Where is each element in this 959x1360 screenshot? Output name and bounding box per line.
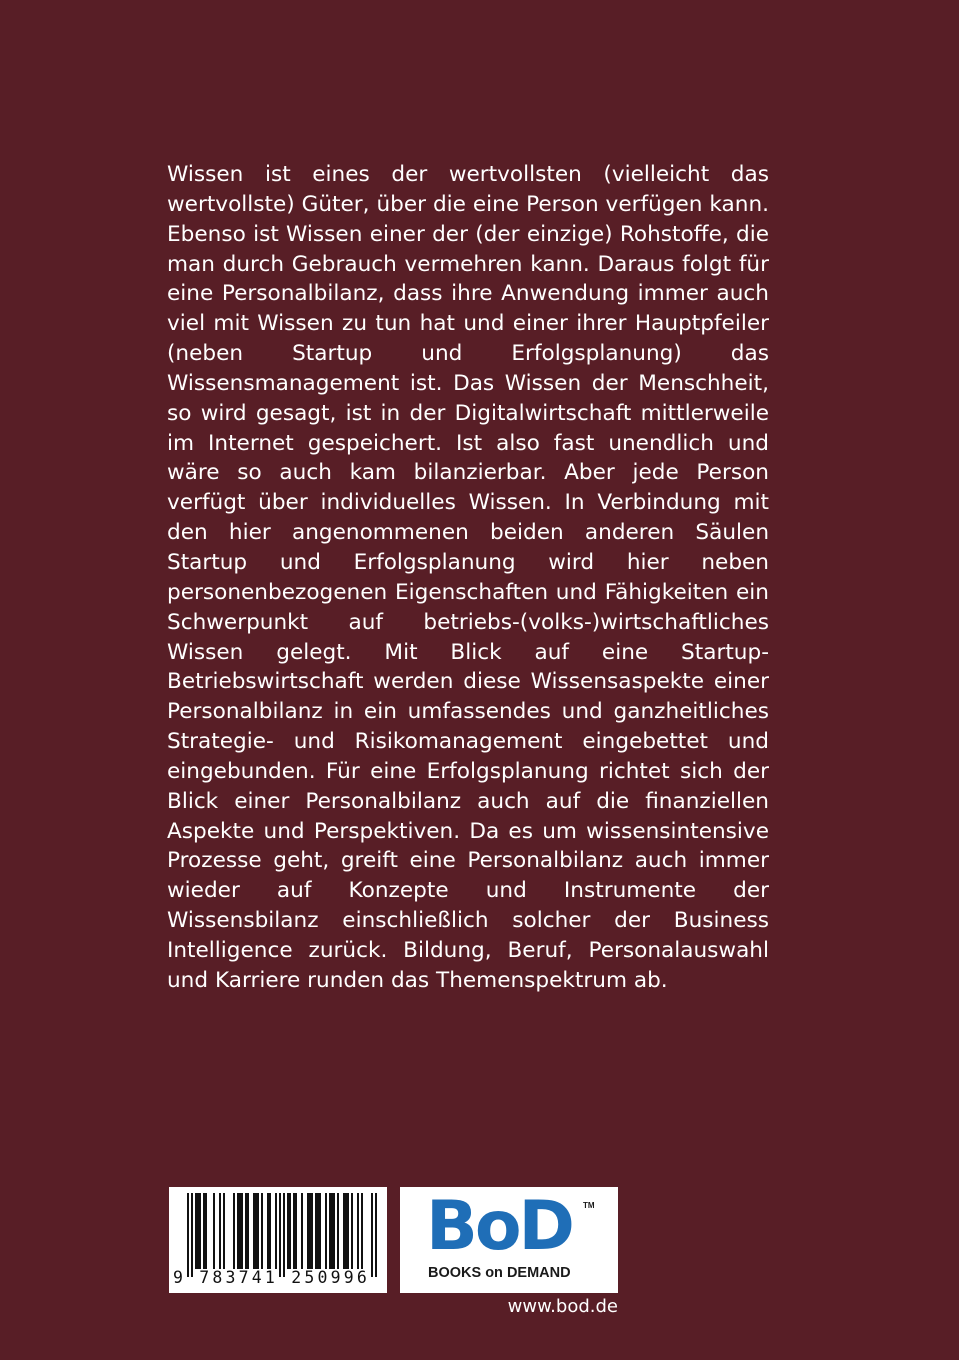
barcode-bar <box>255 1193 257 1269</box>
barcode-bar <box>333 1193 335 1269</box>
isbn-number: 9 783741 250996 <box>173 1268 371 1287</box>
barcode-bar <box>197 1193 199 1269</box>
barcode-bar <box>267 1193 269 1269</box>
barcode-bar <box>325 1193 327 1269</box>
barcode-bar <box>245 1193 247 1269</box>
barcode-bar <box>345 1193 347 1269</box>
barcode-bar <box>293 1193 295 1269</box>
barcode-bar <box>375 1193 377 1277</box>
barcode-bar <box>191 1193 193 1277</box>
barcode-bar <box>269 1193 271 1269</box>
barcode-bar <box>351 1193 353 1269</box>
barcode-bar <box>203 1193 205 1269</box>
barcode-bar <box>237 1193 239 1269</box>
barcode-bar <box>283 1193 285 1277</box>
bod-logo: BoD <box>426 1187 572 1266</box>
barcode-bar <box>295 1193 297 1269</box>
barcode-bar <box>275 1193 277 1269</box>
publisher-subtitle: BOOKS on DEMAND <box>428 1265 571 1281</box>
publisher-url: www.bod.de <box>507 1296 618 1317</box>
barcode-bar <box>253 1193 255 1269</box>
barcode-bar <box>199 1193 201 1269</box>
barcode-bar <box>361 1193 363 1269</box>
barcode-bar <box>213 1193 215 1269</box>
barcode-bar <box>241 1193 243 1269</box>
barcode-bar <box>261 1193 263 1269</box>
barcode-bar <box>233 1193 235 1269</box>
barcode-bar <box>223 1193 225 1269</box>
barcode-bar <box>337 1193 339 1269</box>
barcode-bar <box>311 1193 313 1269</box>
barcode-bar <box>301 1193 303 1269</box>
barcode-bar <box>315 1193 317 1269</box>
back-cover-blurb: Wissen ist eines der wertvollsten (vielleicht das wertvollste) Güter, über die eine Person verfügen kann. Ebenso ist Wissen einer der (der einzige) Rohstoffe, die man durch Gebrauch vermehren kann. Daraus folgt für eine Personalbilanz, dass ihre Anwendung immer auch viel mit Wissen zu tun hat und einer ihrer Hauptpfeiler (neben Startup und Erfolgsplanung) das Wissensmanagement ist. Das Wissen der Menschheit, so wird gesagt, ist in der Digitalwirtschaft mittlerweile im Internet gespeichert. Ist also fast unendlich und wäre so auch kam bilanzierbar. Aber jede Person verfügt über individuelles Wissen. In Verbindung mit den hier angenommenen beiden anderen Säulen Startup und Erfolgsplanung wird hier neben personenbezogenen Eigenschaften und Fähigkeiten ein Schwerpunkt auf betriebs-(volks-)wirtschaftliches Wissen gelegt. Mit Blick auf eine Startup-Betriebswirtschaft werden diese Wissensaspekte einer Personalbilanz in ein umfassendes und ganzheitliches Strategie- und Risikomanagement eingebettet und eingebunden. Für eine Erfolgsplanung richtet sich der Blick einer Personalbilanz auch auf die finanziellen Aspekte und Perspektiven. Da es um wissensintensive Prozesse geht, greift eine Personalbilanz auch immer wieder auf Konzepte und Instrumente der Wissensbilanz einschließlich solcher der Business Intelligence zurück. Bildung, Beruf, Personalauswahl und Karriere runden das Themenspektrum ab. <box>167 162 769 993</box>
barcode-bar <box>371 1193 373 1277</box>
publisher-logo-box <box>400 1187 618 1293</box>
barcode-bar <box>347 1193 349 1269</box>
barcode-bar <box>257 1193 259 1269</box>
barcode-bar <box>205 1193 207 1269</box>
barcode-bar <box>309 1193 311 1269</box>
barcode-bar <box>319 1193 321 1269</box>
barcode-bar <box>219 1193 221 1269</box>
barcode-bar <box>287 1193 289 1269</box>
barcode-bar <box>247 1193 249 1269</box>
barcode-bar <box>317 1193 319 1269</box>
isbn-barcode <box>169 1187 387 1293</box>
barcode-bar <box>343 1193 345 1269</box>
barcode-bar <box>195 1193 197 1269</box>
barcode-bar <box>187 1193 189 1277</box>
barcode-bar <box>279 1193 281 1277</box>
barcode-bar <box>329 1193 331 1269</box>
barcode-bar <box>357 1193 359 1269</box>
barcode-bar <box>239 1193 241 1269</box>
trademark-mark: TM <box>583 1201 595 1210</box>
barcode-bar <box>289 1193 291 1269</box>
barcode-bar <box>307 1193 309 1269</box>
barcode-bar <box>331 1193 333 1269</box>
